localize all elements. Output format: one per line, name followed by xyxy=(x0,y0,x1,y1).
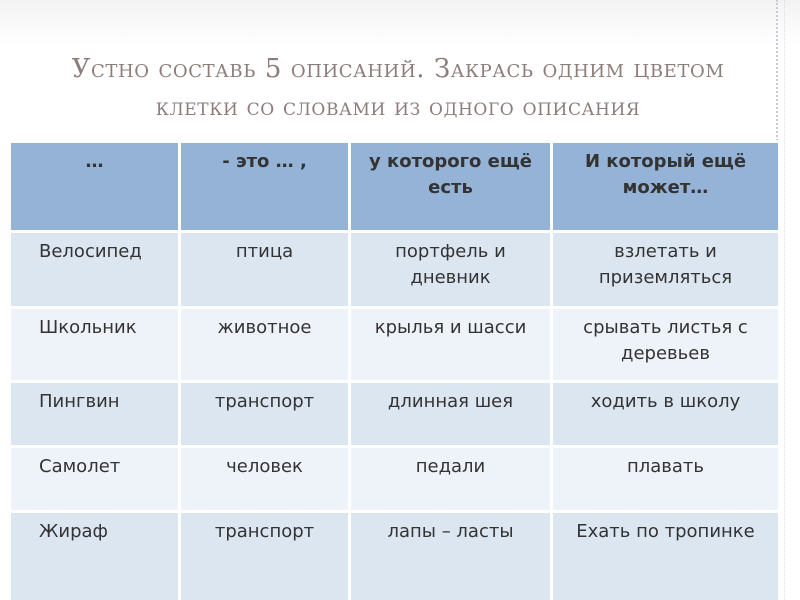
table-row xyxy=(10,308,780,382)
table-cell[interactable]: Жираф xyxy=(10,512,180,600)
table-cell[interactable]: Пингвин xyxy=(10,382,180,447)
right-dotted-rule-inner xyxy=(784,0,785,600)
header-cell: … xyxy=(10,142,180,232)
title-line-2: клетки со словами из одного описания xyxy=(155,93,641,121)
table-row xyxy=(10,447,780,512)
table-cell[interactable]: животное xyxy=(180,308,350,382)
table-row xyxy=(10,512,780,600)
table-row xyxy=(10,382,780,447)
table-cell[interactable]: плавать xyxy=(552,447,780,512)
top-band xyxy=(0,0,800,46)
table-cell[interactable]: транспорт xyxy=(180,512,350,600)
table-cell[interactable]: срывать листья с деревьев xyxy=(552,308,780,382)
header-cell: И который ещё может… xyxy=(552,142,780,232)
table-cell[interactable]: длинная шея xyxy=(350,382,552,447)
table-cell[interactable]: Ехать по тропинке xyxy=(552,512,780,600)
table-row xyxy=(10,232,780,308)
title-line-1: Устно составь 5 описаний. Закрась одним цветом xyxy=(71,54,725,84)
table-cell[interactable]: Самолет xyxy=(10,447,180,512)
table-cell[interactable]: транспорт xyxy=(180,382,350,447)
descriptions-table xyxy=(8,140,781,600)
table-cell[interactable]: птица xyxy=(180,232,350,308)
table-cell[interactable]: ходить в школу xyxy=(552,382,780,447)
header-cell: у которого ещё есть xyxy=(350,142,552,232)
table-cell[interactable]: Велосипед xyxy=(10,232,180,308)
table-cell[interactable]: лапы – ласты xyxy=(350,512,552,600)
table-cell[interactable]: Школьник xyxy=(10,308,180,382)
table-header-row xyxy=(10,142,780,232)
table-cell[interactable]: человек xyxy=(180,447,350,512)
header-cell: - это … , xyxy=(180,142,350,232)
table-cell[interactable]: портфель и дневник xyxy=(350,232,552,308)
table-cell[interactable]: крылья и шасси xyxy=(350,308,552,382)
table-cell[interactable]: взлетать и приземляться xyxy=(552,232,780,308)
slide-title xyxy=(18,50,778,126)
table-cell[interactable]: педали xyxy=(350,447,552,512)
